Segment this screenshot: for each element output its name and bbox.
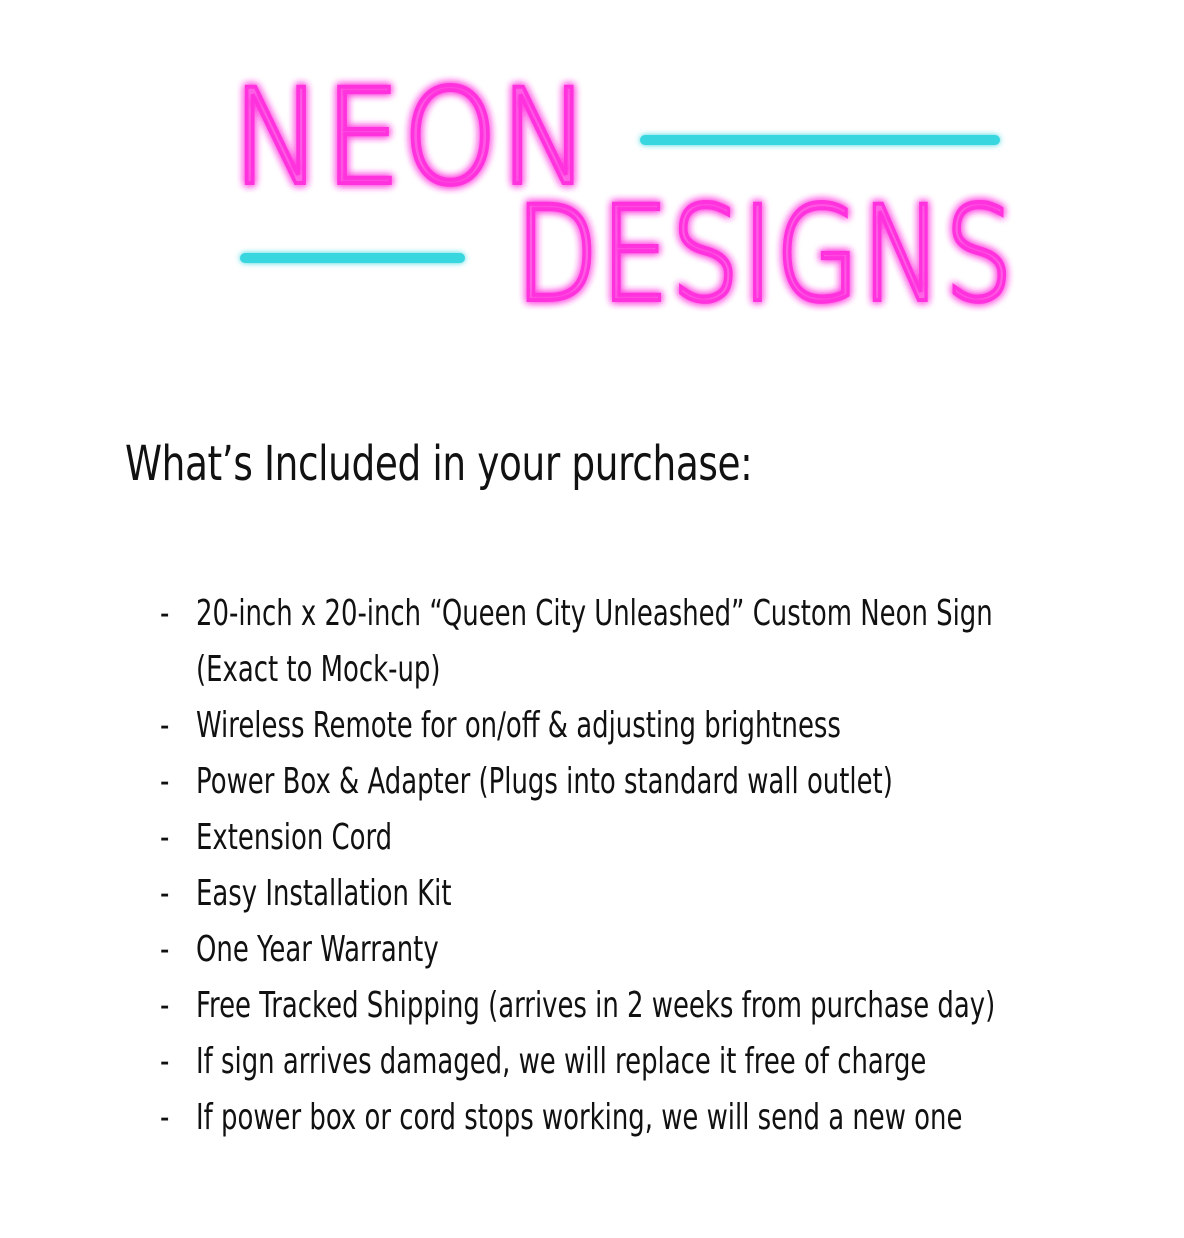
list-item-text: Easy Installation Kit — [196, 873, 452, 914]
list-bullet-dash: - — [160, 761, 170, 802]
list-item-text: If sign arrives damaged, we will replace it free of charge — [196, 1041, 927, 1082]
list-item — [160, 754, 1010, 810]
list-item — [160, 922, 1010, 978]
list-item — [160, 1034, 1010, 1090]
list-bullet-dash: - — [160, 705, 170, 746]
included-items-list — [160, 586, 1010, 1146]
list-item-text: If power box or cord stops working, we will send a new one — [196, 1097, 963, 1138]
list-bullet-dash: - — [160, 985, 170, 1026]
list-item-text: Free Tracked Shipping (arrives in 2 weeks from purchase day) — [196, 985, 996, 1026]
neon-designs-logo — [0, 0, 1184, 340]
logo-word-neon: NEON — [232, 61, 592, 215]
list-item — [160, 866, 1010, 922]
list-item-text: (Exact to Mock-up) — [196, 649, 441, 690]
neon-logo-graphic — [0, 0, 1184, 340]
list-item — [160, 1090, 1010, 1146]
section-heading: What’s Included in your purchase: — [125, 436, 753, 492]
list-item-text: 20-inch x 20-inch “Queen City Unleashed” Custom Neon Sign — [196, 593, 993, 634]
list-bullet-dash: - — [160, 1097, 170, 1138]
list-item — [160, 698, 1010, 754]
list-item-text: One Year Warranty — [196, 929, 439, 970]
list-item — [160, 810, 1010, 866]
logo-word-designs: DESIGNS — [515, 178, 1015, 332]
list-item — [160, 978, 1010, 1034]
list-bullet-dash: - — [160, 593, 170, 634]
list-bullet-dash: - — [160, 1041, 170, 1082]
list-item — [160, 586, 1010, 698]
list-item-text: Extension Cord — [196, 817, 393, 858]
list-bullet-dash: - — [160, 929, 170, 970]
list-bullet-dash: - — [160, 817, 170, 858]
list-bullet-dash: - — [160, 873, 170, 914]
logo-neon-bar-top — [640, 135, 1000, 145]
logo-neon-bar-bottom — [240, 253, 465, 263]
list-item-text: Wireless Remote for on/off & adjusting brightness — [196, 705, 841, 746]
list-item-text: Power Box & Adapter (Plugs into standard wall outlet) — [196, 761, 893, 802]
